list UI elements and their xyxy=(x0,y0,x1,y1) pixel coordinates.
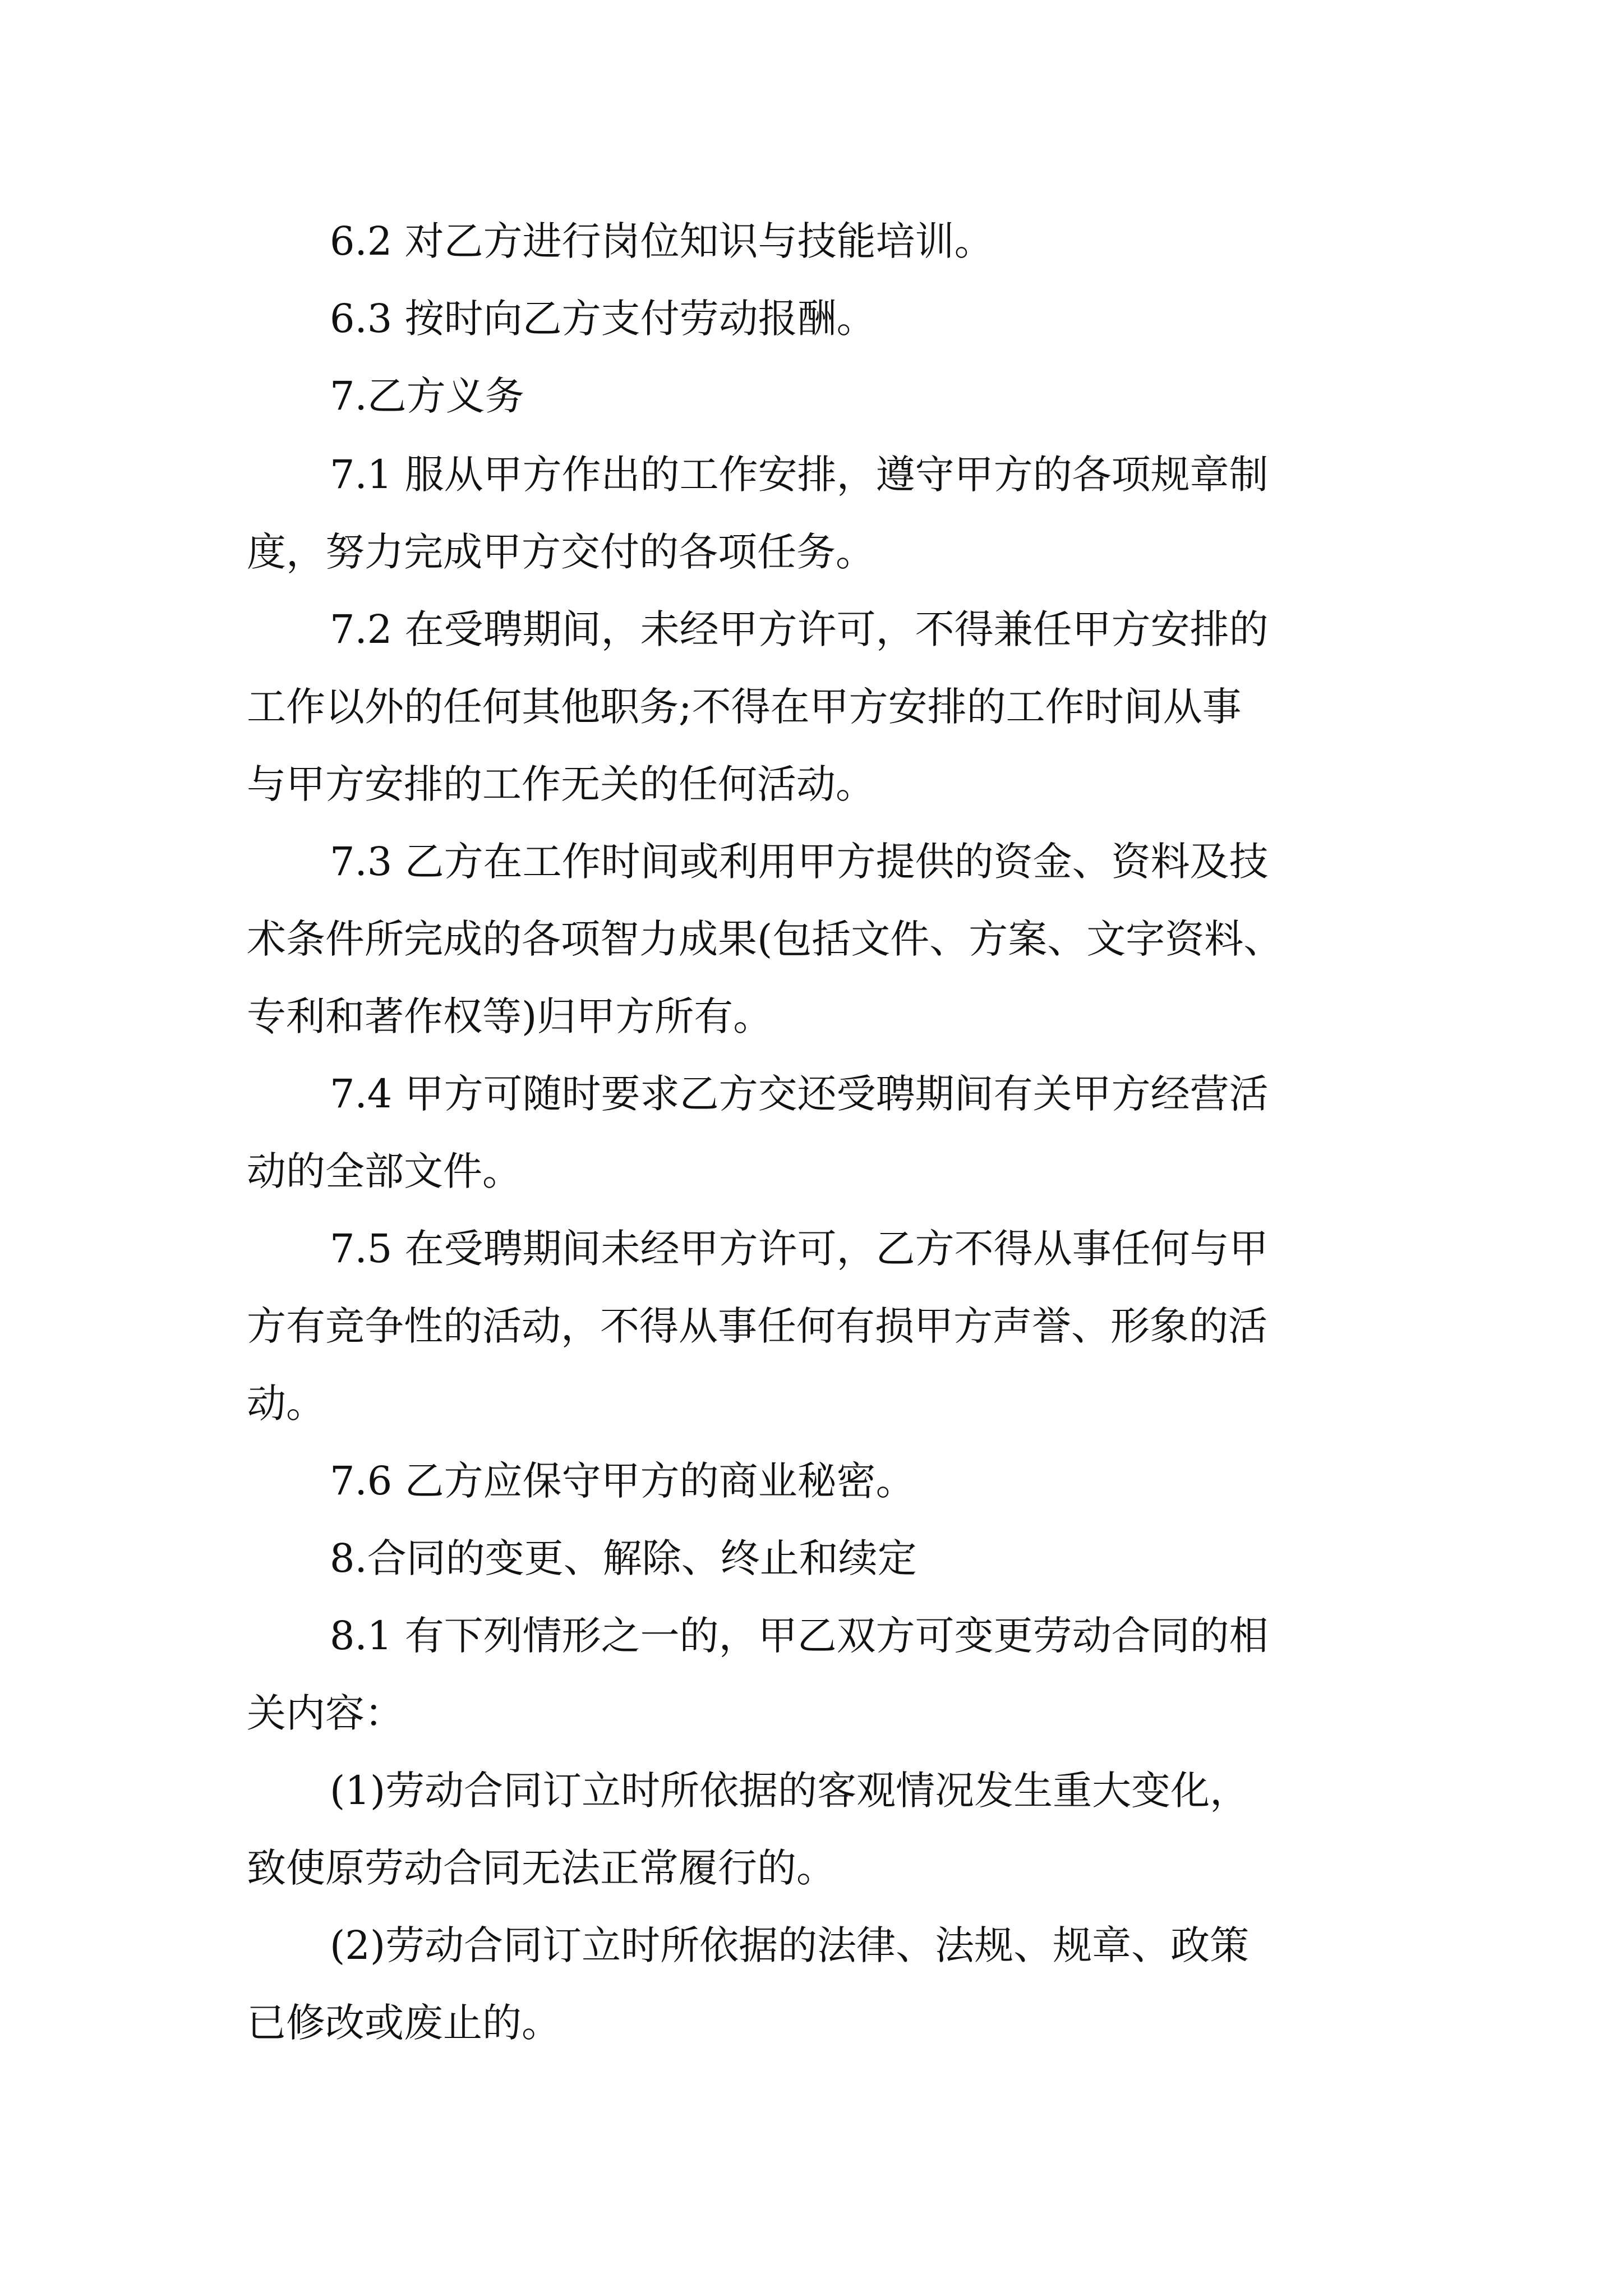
clause-6-2: 6.2 对乙方进行岗位知识与技能培训。 xyxy=(330,218,994,264)
clause-7-2-line-3: 与甲方安排的工作无关的任何活动。 xyxy=(247,761,875,807)
clause-7-4-line-1: 7.4 甲方可随时要求乙方交还受聘期间有关甲方经营活 xyxy=(330,1071,1269,1117)
clause-7-5-line-3: 动。 xyxy=(247,1381,325,1427)
clause-7-2-line-2: 工作以外的任何其他职务;不得在甲方安排的工作时间从事 xyxy=(247,684,1242,730)
heading-7: 7.乙方义务 xyxy=(330,373,524,419)
item-1-line-2: 致使原劳动合同无法正常履行的。 xyxy=(247,1845,836,1891)
clause-8-1-line-1: 8.1 有下列情形之一的，甲乙双方可变更劳动合同的相 xyxy=(330,1613,1269,1659)
clause-7-1-line-2: 度，努力完成甲方交付的各项任务。 xyxy=(247,529,875,575)
item-2-line-1: (2)劳动合同订立时所依据的法律、法规、规章、政策 xyxy=(330,1922,1249,1968)
heading-8: 8.合同的变更、解除、终止和续定 xyxy=(330,1535,917,1581)
clause-6-3: 6.3 按时向乙方支付劳动报酬。 xyxy=(330,296,876,342)
clause-7-1-line-1: 7.1 服从甲方作出的工作安排，遵守甲方的各项规章制 xyxy=(330,452,1269,498)
item-2-line-2: 已修改或废止的。 xyxy=(247,2000,561,2046)
clause-8-1-line-2: 关内容： xyxy=(247,1690,404,1736)
clause-7-5-line-1: 7.5 在受聘期间未经甲方许可，乙方不得从事任何与甲 xyxy=(330,1226,1269,1272)
clause-7-3-line-2: 术条件所完成的各项智力成果(包括文件、方案、文字资料、 xyxy=(247,916,1283,962)
clause-7-3-line-3: 专利和著作权等)归甲方所有。 xyxy=(247,993,773,1039)
clause-7-5-line-2: 方有竞争性的活动，不得从事任何有损甲方声誉、形象的活 xyxy=(247,1303,1267,1349)
item-1-line-1: (1)劳动合同订立时所依据的客观情况发生重大变化， xyxy=(330,1768,1249,1814)
clause-7-4-line-2: 动的全部文件。 xyxy=(247,1148,522,1194)
clause-7-3-line-1: 7.3 乙方在工作时间或利用甲方提供的资金、资料及技 xyxy=(330,839,1269,885)
clause-7-6: 7.6 乙方应保守甲方的商业秘密。 xyxy=(330,1458,915,1504)
clause-7-2-line-1: 7.2 在受聘期间，未经甲方许可，不得兼任甲方安排的 xyxy=(330,606,1269,652)
